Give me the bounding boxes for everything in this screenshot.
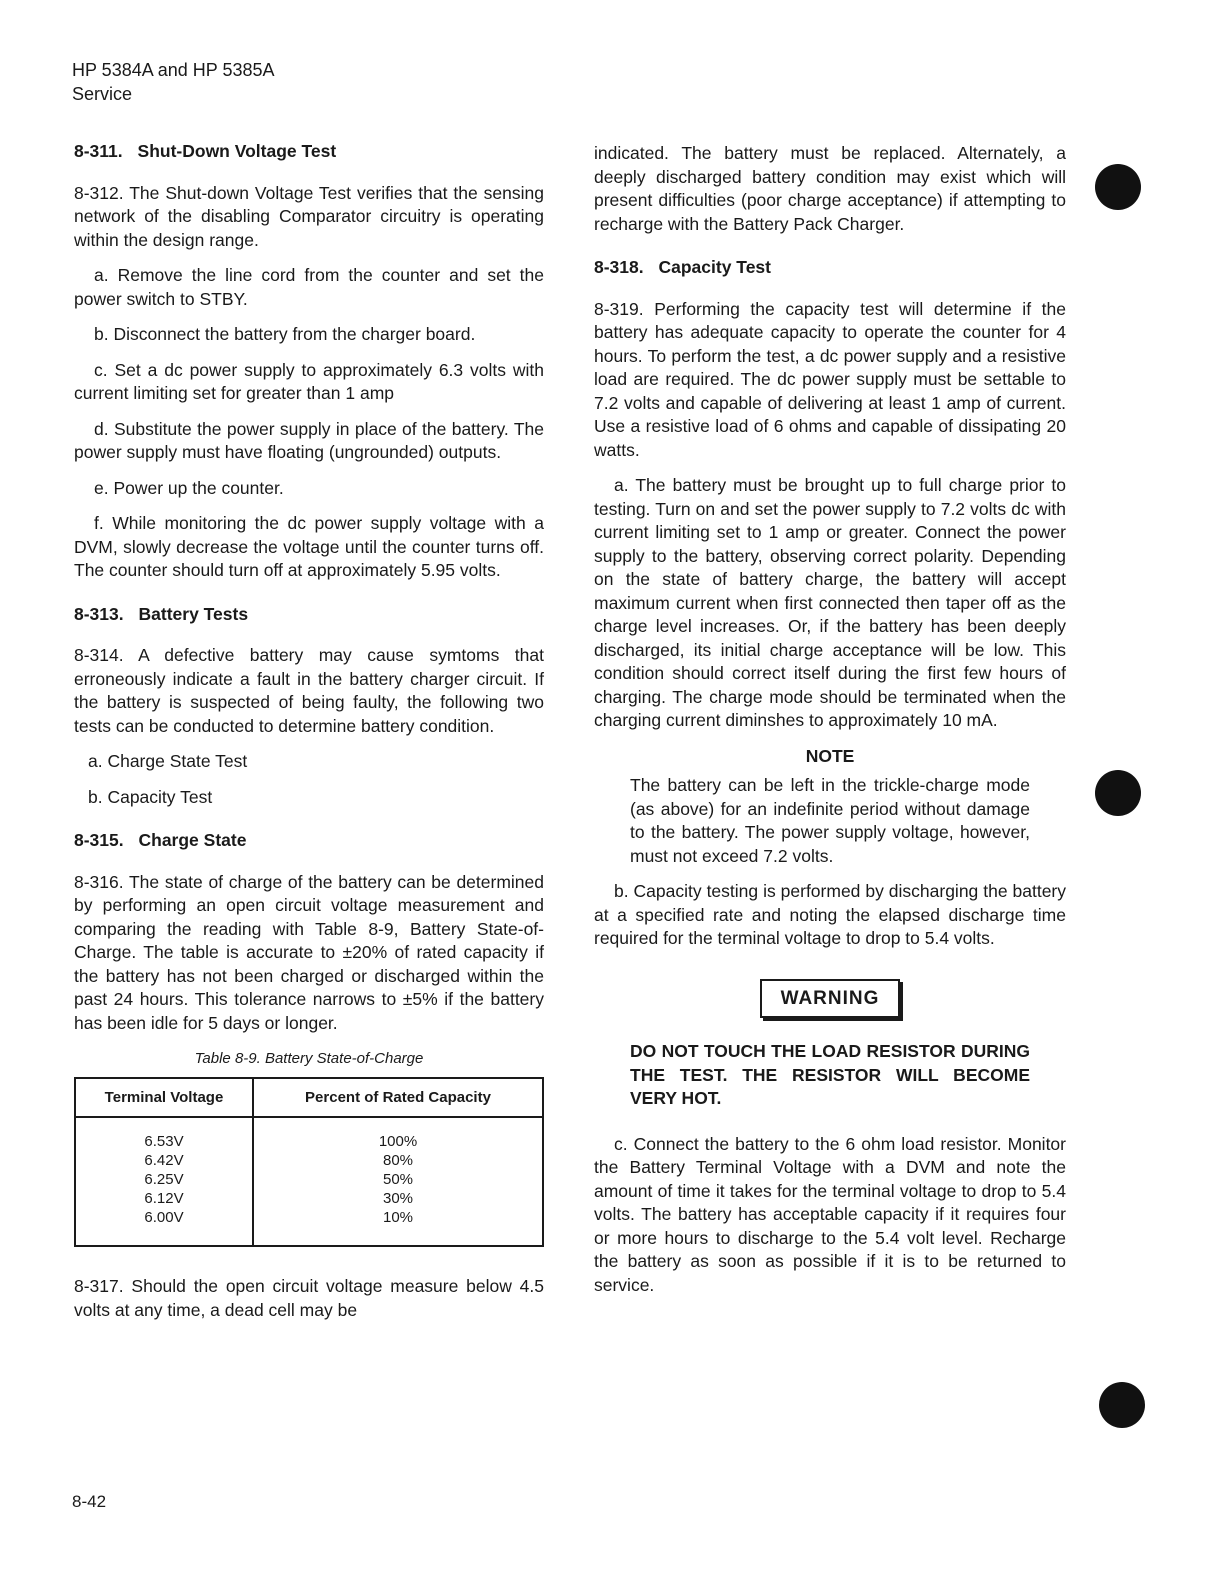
step-a-capacity: a. The battery must be brought up to full charge prior to testing. Turn on and set the power supply to 7.2 volts dc with current limiting set to 1 amp or greater. Connect the power supply to the battery, observing correct polarity. Depending on the state of battery charge, the battery will accept maximum current when first connected then taper off as the charge level increases. Or, if the battery has been deeply discharged, its initial charge acceptance will be low. This condition should correct itself during the first few hours of charging. The charge mode should be terminated when the charging current diminshes to approximately 10 mA. xyxy=(594,475,1066,730)
table-row: 6.12V 30% xyxy=(75,1189,543,1208)
table-row: 6.00V 10% xyxy=(75,1208,543,1246)
page-number: 8-42 xyxy=(72,1492,107,1511)
list-item-charge-state: a. Charge State Test xyxy=(88,751,248,771)
battery-state-table xyxy=(74,1077,544,1248)
step-e: e. Power up the counter. xyxy=(94,477,284,498)
step-d: d. Substitute the power supply in place of the battery. The power supply must have floating (ungrounded) outputs. xyxy=(74,418,544,462)
warning-text: DO NOT TOUCH THE LOAD RESISTOR DURING THE TEST. THE RESISTOR WILL BECOME VERY HOT. xyxy=(630,1041,1030,1108)
list-item-capacity: b. Capacity Test xyxy=(88,786,213,807)
section-heading-8-315: 8-315. Charge State xyxy=(74,830,247,850)
step-c: c. Set a dc power supply to approximately 6.3 volts with current limiting set for greater than 1 amp xyxy=(74,359,544,403)
table-row: 6.53V 100% xyxy=(75,1117,543,1151)
table-row: 6.25V 50% xyxy=(75,1170,543,1189)
table-header-voltage: Terminal Voltage xyxy=(75,1078,253,1118)
section-heading-8-313: 8-313. Battery Tests xyxy=(74,603,249,624)
paragraph-8-319: 8-319. Performing the capacity test will determine if the battery has adequate capacity to operate the counter for 4 hours. To perform the test, a dc power supply and a resistive load are required. The dc power supply must be settable to 7.2 volts and capable of delivering at least 1 amp of current. Use a resistive load of 6 ohms and capable of dissipating 20 watts. xyxy=(594,298,1066,460)
paragraph-8-314: 8-314. A defective battery may cause symtoms that erroneously indicate a fault in the battery charger circuit. If the battery is suspected of being faulty, the following two tests can be conducted to determine battery condition. xyxy=(74,645,544,736)
change-bar-dot xyxy=(1099,1382,1145,1428)
header-section: Service xyxy=(72,84,133,104)
table-header-capacity: Percent of Rated Capacity xyxy=(253,1078,543,1118)
warning-label: WARNING xyxy=(760,979,900,1019)
note-body: The battery can be left in the trickle-charge mode (as above) for an indefinite period without damage to the battery. The power supply voltage, however, must not exceed 7.2 volts. xyxy=(630,775,1030,866)
section-heading-8-318: 8-318. Capacity Test xyxy=(594,257,771,277)
step-a: a. Remove the line cord from the counter and set the power switch to STBY. xyxy=(74,265,544,309)
note-title: NOTE xyxy=(805,745,855,766)
table-caption: Table 8-9. Battery State-of-Charge xyxy=(194,1050,424,1067)
step-f: f. While monitoring the dc power supply voltage with a DVM, slowly decrease the voltage until the counter turns off. The counter should turn off at approximately 5.95 volts. xyxy=(74,513,544,580)
left-column xyxy=(74,140,544,1334)
table-row: 6.42V 80% xyxy=(75,1151,543,1170)
change-bar-dot xyxy=(1095,770,1141,816)
paragraph-8-316: 8-316. The state of charge of the battery can be determined by performing an open circuit voltage measurement and comparing the reading with Table 8-9, Battery State-of-Charge. The table is accurate to ±20% of rated capacity if the battery has not been charged or discharged within the past 24 hours. This tolerance narrows to ±5% if the battery has been idle for 5 days or longer. xyxy=(74,871,544,1033)
step-b: b. Disconnect the battery from the charger board. xyxy=(94,324,476,344)
page-header xyxy=(72,58,275,106)
step-c-capacity: c. Connect the battery to the 6 ohm load resistor. Monitor the Battery Terminal Voltage with a DVM and note the amount of time it takes for the terminal voltage to drop to 5.4 volts. The battery has acceptable capacity if it requires four or more hours to discharge to the 5.4 volt level. Recharge the battery as soon as possible if it is to be returned to service. xyxy=(594,1133,1066,1295)
section-heading-8-311: 8-311. Shut-Down Voltage Test xyxy=(74,141,337,161)
change-bar-dot xyxy=(1095,164,1141,210)
right-column xyxy=(594,142,1066,1309)
header-model: HP 5384A and HP 5385A xyxy=(72,60,275,80)
paragraph-8-317: 8-317. Should the open circuit voltage measure below 4.5 volts at any time, a dead cell may be xyxy=(74,1276,544,1320)
paragraph-8-312: 8-312. The Shut-down Voltage Test verifies that the sensing network of the disabling Comparator circuitry is operating within the design range. xyxy=(74,182,544,250)
paragraph-continued: indicated. The battery must be replaced. Alternately, a deeply discharged battery condition may exist which will present difficulties (poor charge acceptance) if attempting to recharge with the Battery Pack Charger. xyxy=(594,143,1066,234)
step-b-capacity: b. Capacity testing is performed by discharging the battery at a specified rate and noting the elapsed discharge time required for the terminal voltage to drop to 5.4 volts. xyxy=(594,881,1066,948)
